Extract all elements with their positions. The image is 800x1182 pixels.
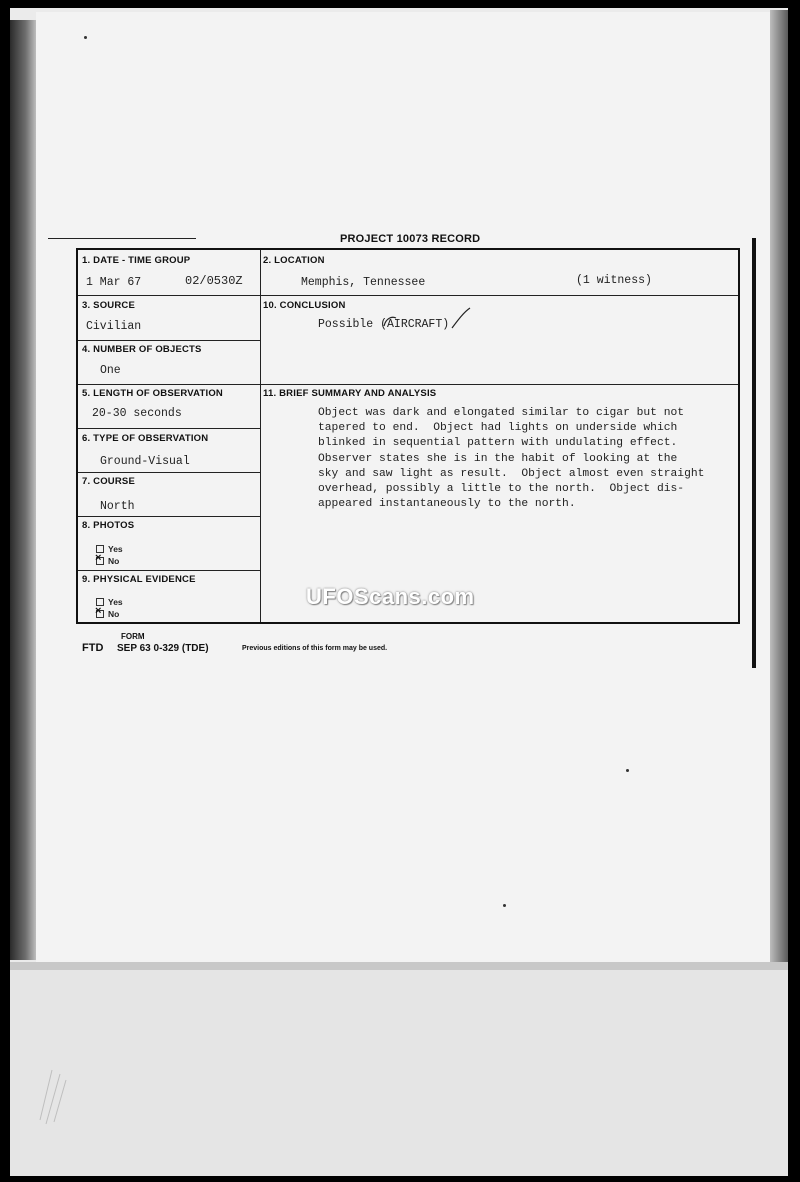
- course-value: North: [100, 500, 135, 513]
- column-divider: [260, 250, 261, 622]
- photos-label: 8. PHOTOS: [82, 520, 135, 531]
- number-of-objects-label: 4. NUMBER OF OBJECTS: [82, 344, 202, 355]
- footer-note: Previous editions of this form may be used.: [242, 645, 388, 652]
- date-time-label: 1. DATE - TIME GROUP: [82, 255, 191, 266]
- speck: [84, 36, 87, 39]
- row-rule: [78, 295, 738, 296]
- title-rule: [48, 238, 196, 239]
- footer-form-number: SEP 63 0-329 (TDE): [117, 643, 209, 654]
- source-value: Civilian: [86, 320, 142, 333]
- location-value: Memphis, Tennessee: [301, 276, 426, 289]
- pen-mark: [382, 306, 472, 334]
- speck: [626, 769, 629, 772]
- date-value: 1 Mar 67: [86, 276, 142, 289]
- type-of-observation-value: Ground-Visual: [100, 455, 190, 468]
- speck: [503, 904, 506, 907]
- photos-no-option: [96, 556, 119, 566]
- right-margin-bar: [752, 238, 756, 668]
- row-rule: [78, 340, 260, 341]
- conclusion-label: 10. CONCLUSION: [263, 300, 346, 311]
- conclusion-value: Possible (AIRCRAFT): [318, 318, 450, 331]
- witness-count: (1 witness): [576, 274, 652, 287]
- row-rule: [78, 570, 260, 571]
- scan-left-edge: [10, 20, 36, 960]
- source-label: 3. SOURCE: [82, 300, 136, 311]
- course-label: 7. COURSE: [82, 476, 136, 487]
- summary-text: Object was dark and elongated similar to cigar but not tapered to end. Object had lights on underside which blinked in sequential pattern with undulating effect. Observer states she is in the habit of looking at the sky and saw light as result. Object almost even straight overhead, possibly a little to the north. Object dis- appeared instantaneously to the north.: [318, 407, 705, 511]
- length-of-observation-value: 20-30 seconds: [92, 407, 182, 420]
- scan-right-edge: [770, 10, 788, 965]
- physical-evidence-label: 9. PHYSICAL EVIDENCE: [82, 574, 196, 585]
- footer-form-word: FORM: [121, 632, 145, 641]
- row-rule: [78, 472, 260, 473]
- scan-bottom-area: [10, 962, 788, 1176]
- scratch-marks: [30, 1050, 80, 1130]
- row-rule: [78, 516, 260, 517]
- number-of-objects-value: One: [100, 364, 121, 377]
- type-of-observation-label: 6. TYPE OF OBSERVATION: [82, 433, 209, 444]
- physical-evidence-no-option: [96, 609, 119, 619]
- row-rule: [78, 428, 260, 429]
- physical-evidence-yes-text: Yes: [108, 597, 123, 607]
- photos-no-text: No: [108, 556, 120, 566]
- row-rule: [78, 384, 738, 385]
- physical-evidence-no-text: No: [108, 609, 120, 619]
- watermark: UFOScans.com: [306, 584, 475, 609]
- summary-label: 11. BRIEF SUMMARY AND ANALYSIS: [263, 388, 437, 399]
- form-title: PROJECT 10073 RECORD: [340, 233, 481, 245]
- checked-box-icon: [96, 557, 104, 565]
- time-value: 02/0530Z: [185, 274, 243, 288]
- location-label: 2. LOCATION: [263, 255, 325, 266]
- checked-box-icon: [96, 610, 104, 618]
- photos-yes-text: Yes: [108, 544, 123, 554]
- length-of-observation-label: 5. LENGTH OF OBSERVATION: [82, 388, 223, 399]
- footer-ftd: FTD: [82, 642, 104, 654]
